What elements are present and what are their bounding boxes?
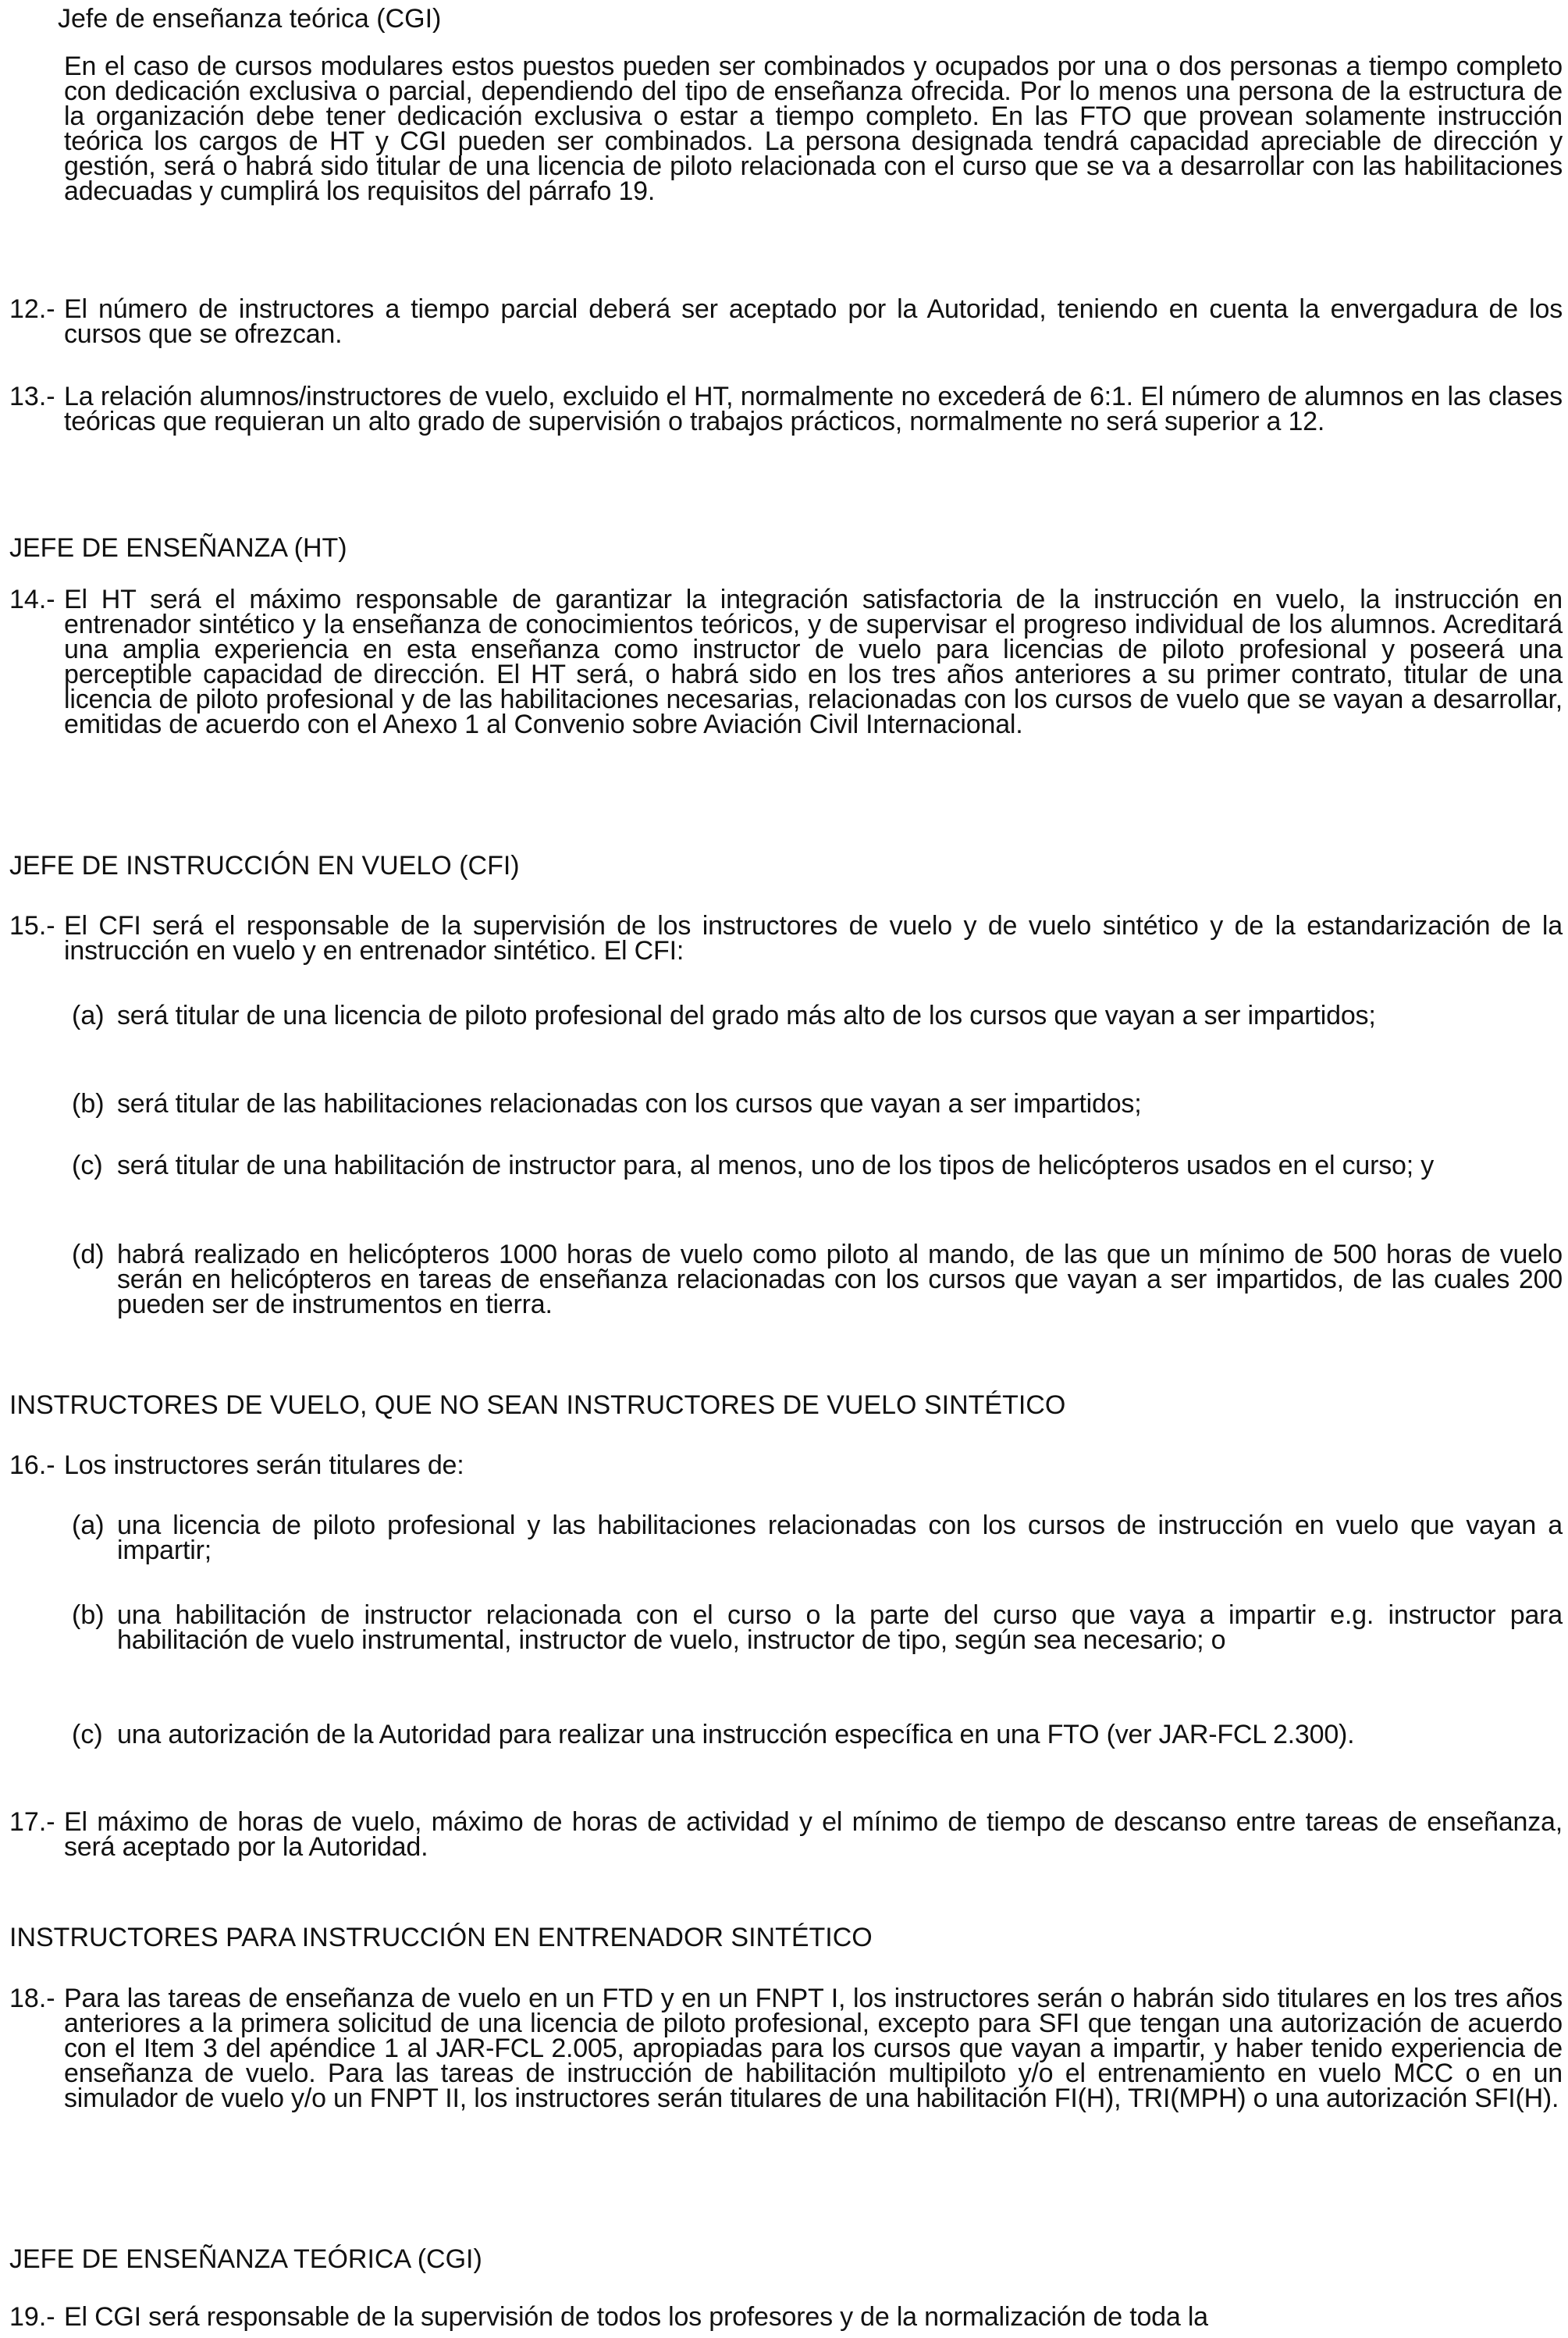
list-item-label: (b) — [72, 1600, 105, 1630]
list-item-text: una licencia de piloto profesional y las habilitaciones relacionadas con los cursos de instrucción en vuelo que vayan a impartir; — [117, 1511, 1563, 1565]
fi-heading: INSTRUCTORES DE VUELO, QUE NO SEAN INSTRUCTORES DE VUELO SINTÉTICO — [9, 1390, 1066, 1420]
paragraph-13-text: La relación alumnos/instructores de vuelo, excluido el HT, normalmente no excederá de 6:1. El número de alumnos en las clases teóricas que requieran un alto grado de supervisión o trabajos prácticos, normalmente no será superior a 12. — [64, 382, 1563, 436]
list-item-label: (d) — [72, 1240, 105, 1269]
cgi-top-heading: Jefe de enseñanza teórica (CGI) — [58, 4, 442, 34]
list-item-label: (c) — [72, 1151, 103, 1180]
paragraph-16-text: Los instructores serán titulares de: — [64, 1450, 464, 1480]
paragraph-15-text: El CFI será el responsable de la supervisión de los instructores de vuelo y de vuelo sintético y de la estandarización de la instrucción en vuelo y en entrenador sintético. El CFI: — [64, 911, 1563, 966]
list-item-text: una habilitación de instructor relacionada con el curso o la parte del curso que vaya a impartir e.g. instructor para habilitación de vuelo instrumental, instructor de vuelo, instructor de tipo, según sea necesario; o — [117, 1600, 1563, 1655]
paragraph-19-number: 19.- — [9, 2302, 55, 2332]
paragraph-18-text: Para las tareas de enseñanza de vuelo en un FTD y en un FNPT I, los instructores serán o habrán sido titulares en los tres años anteriores a la primera solicitud de una licencia de piloto profesional, excepto para SFI que tengan una autorización de acuerdo con el Item 3 del apéndice 1 al JAR-FCL 2.005, apropiadas para los cursos que vayan a impartir, y haber tenido experiencia de enseñanza de vuelo. Para las tareas de instrucción de habilitación multipiloto y/o el entrenamiento en vuelo MCC o en un simulador de vuelo y/o un FNPT II, los instructores serán titulares de una habilitación FI(H), TRI(MPH) o una autorización SFI(H). — [64, 1984, 1563, 2113]
sfi-heading: INSTRUCTORES PARA INSTRUCCIÓN EN ENTRENADOR SINTÉTICO — [9, 1923, 873, 1952]
paragraph-15-number: 15.- — [9, 911, 55, 941]
list-item-label: (a) — [72, 1001, 105, 1030]
paragraph-12-number: 12.- — [9, 294, 55, 324]
paragraph-18-number: 18.- — [9, 1984, 55, 2013]
paragraph-19-text: El CGI será responsable de la supervisión de todos los profesores y de la normalización de toda la — [64, 2302, 1208, 2332]
ht-heading: JEFE DE ENSEÑANZA (HT) — [9, 533, 347, 563]
paragraph-13-number: 13.- — [9, 382, 55, 411]
paragraph-14-number: 14.- — [9, 585, 55, 614]
cgi-heading: JEFE DE ENSEÑANZA TEÓRICA (CGI) — [9, 2244, 482, 2274]
paragraph-16-number: 16.- — [9, 1450, 55, 1480]
list-item-label: (b) — [72, 1089, 105, 1119]
list-item-text: será titular de las habilitaciones relacionadas con los cursos que vayan a ser impartidos; — [117, 1089, 1142, 1119]
list-item-label: (c) — [72, 1720, 103, 1749]
paragraph-17-text: El máximo de horas de vuelo, máximo de horas de actividad y el mínimo de tiempo de descanso entre tareas de enseñanza, será aceptado por la Autoridad. — [64, 1807, 1563, 1862]
paragraph-12-text: El número de instructores a tiempo parcial deberá ser aceptado por la Autoridad, teniendo en cuenta la envergadura de los cursos que se ofrezcan. — [64, 294, 1563, 349]
list-item-text: será titular de una habilitación de instructor para, al menos, uno de los tipos de helicópteros usados en el curso; y — [117, 1151, 1435, 1180]
list-item-text: habrá realizado en helicópteros 1000 horas de vuelo como piloto al mando, de las que un mínimo de 500 horas de vuelo serán en helicópteros en tareas de enseñanza relacionadas con los cursos que vayan a ser impartidos, de las cuales 200 pueden ser de instrumentos en tierra. — [117, 1240, 1563, 1319]
list-item-text: será titular de una licencia de piloto profesional del grado más alto de los cursos que vayan a ser impartidos; — [117, 1001, 1376, 1030]
paragraph-17-number: 17.- — [9, 1807, 55, 1837]
list-item-label: (a) — [72, 1511, 105, 1540]
paragraph-14-text: El HT será el máximo responsable de garantizar la integración satisfactoria de la instrucción en vuelo, la instrucción en entrenador sintético y la enseñanza de conocimientos teóricos, y de supervisar el progreso individual de los alumnos. Acreditará una amplia experiencia en esta enseñanza como instructor de vuelo para licencias de piloto profesional y poseerá una perceptible capacidad de dirección. El HT será, o habrá sido en los tres años anteriores a su primer contrato, titular de una licencia de piloto profesional y de las habilitaciones necesarias, relacionadas con los cursos de vuelo que se vayan a desarrollar, emitidas de acuerdo con el Anexo 1 al Convenio sobre Aviación Civil Internacional. — [64, 585, 1563, 739]
cfi-heading: JEFE DE INSTRUCCIÓN EN VUELO (CFI) — [9, 851, 520, 881]
cgi-top-paragraph: En el caso de cursos modulares estos puestos pueden ser combinados y ocupados por una o dos personas a tiempo completo con dedicación exclusiva o parcial, dependiendo del tipo de enseñanza ofrecida. Por lo menos una persona de la estructura de la organización debe tener dedicación exclusiva o estar a tiempo completo. En las FTO que provean solamente instrucción teórica los cargos de HT y CGI pueden ser combinados. La persona designada tendrá capacidad apreciable de dirección y gestión, será o habrá sido titular de una licencia de piloto relacionada con el curso que se va a desarrollar con las habilitaciones adecuadas y cumplirá los requisitos del párrafo 19. — [64, 52, 1563, 206]
list-item-text: una autorización de la Autoridad para realizar una instrucción específica en una FTO (ver JAR-FCL 2.300). — [117, 1720, 1355, 1749]
